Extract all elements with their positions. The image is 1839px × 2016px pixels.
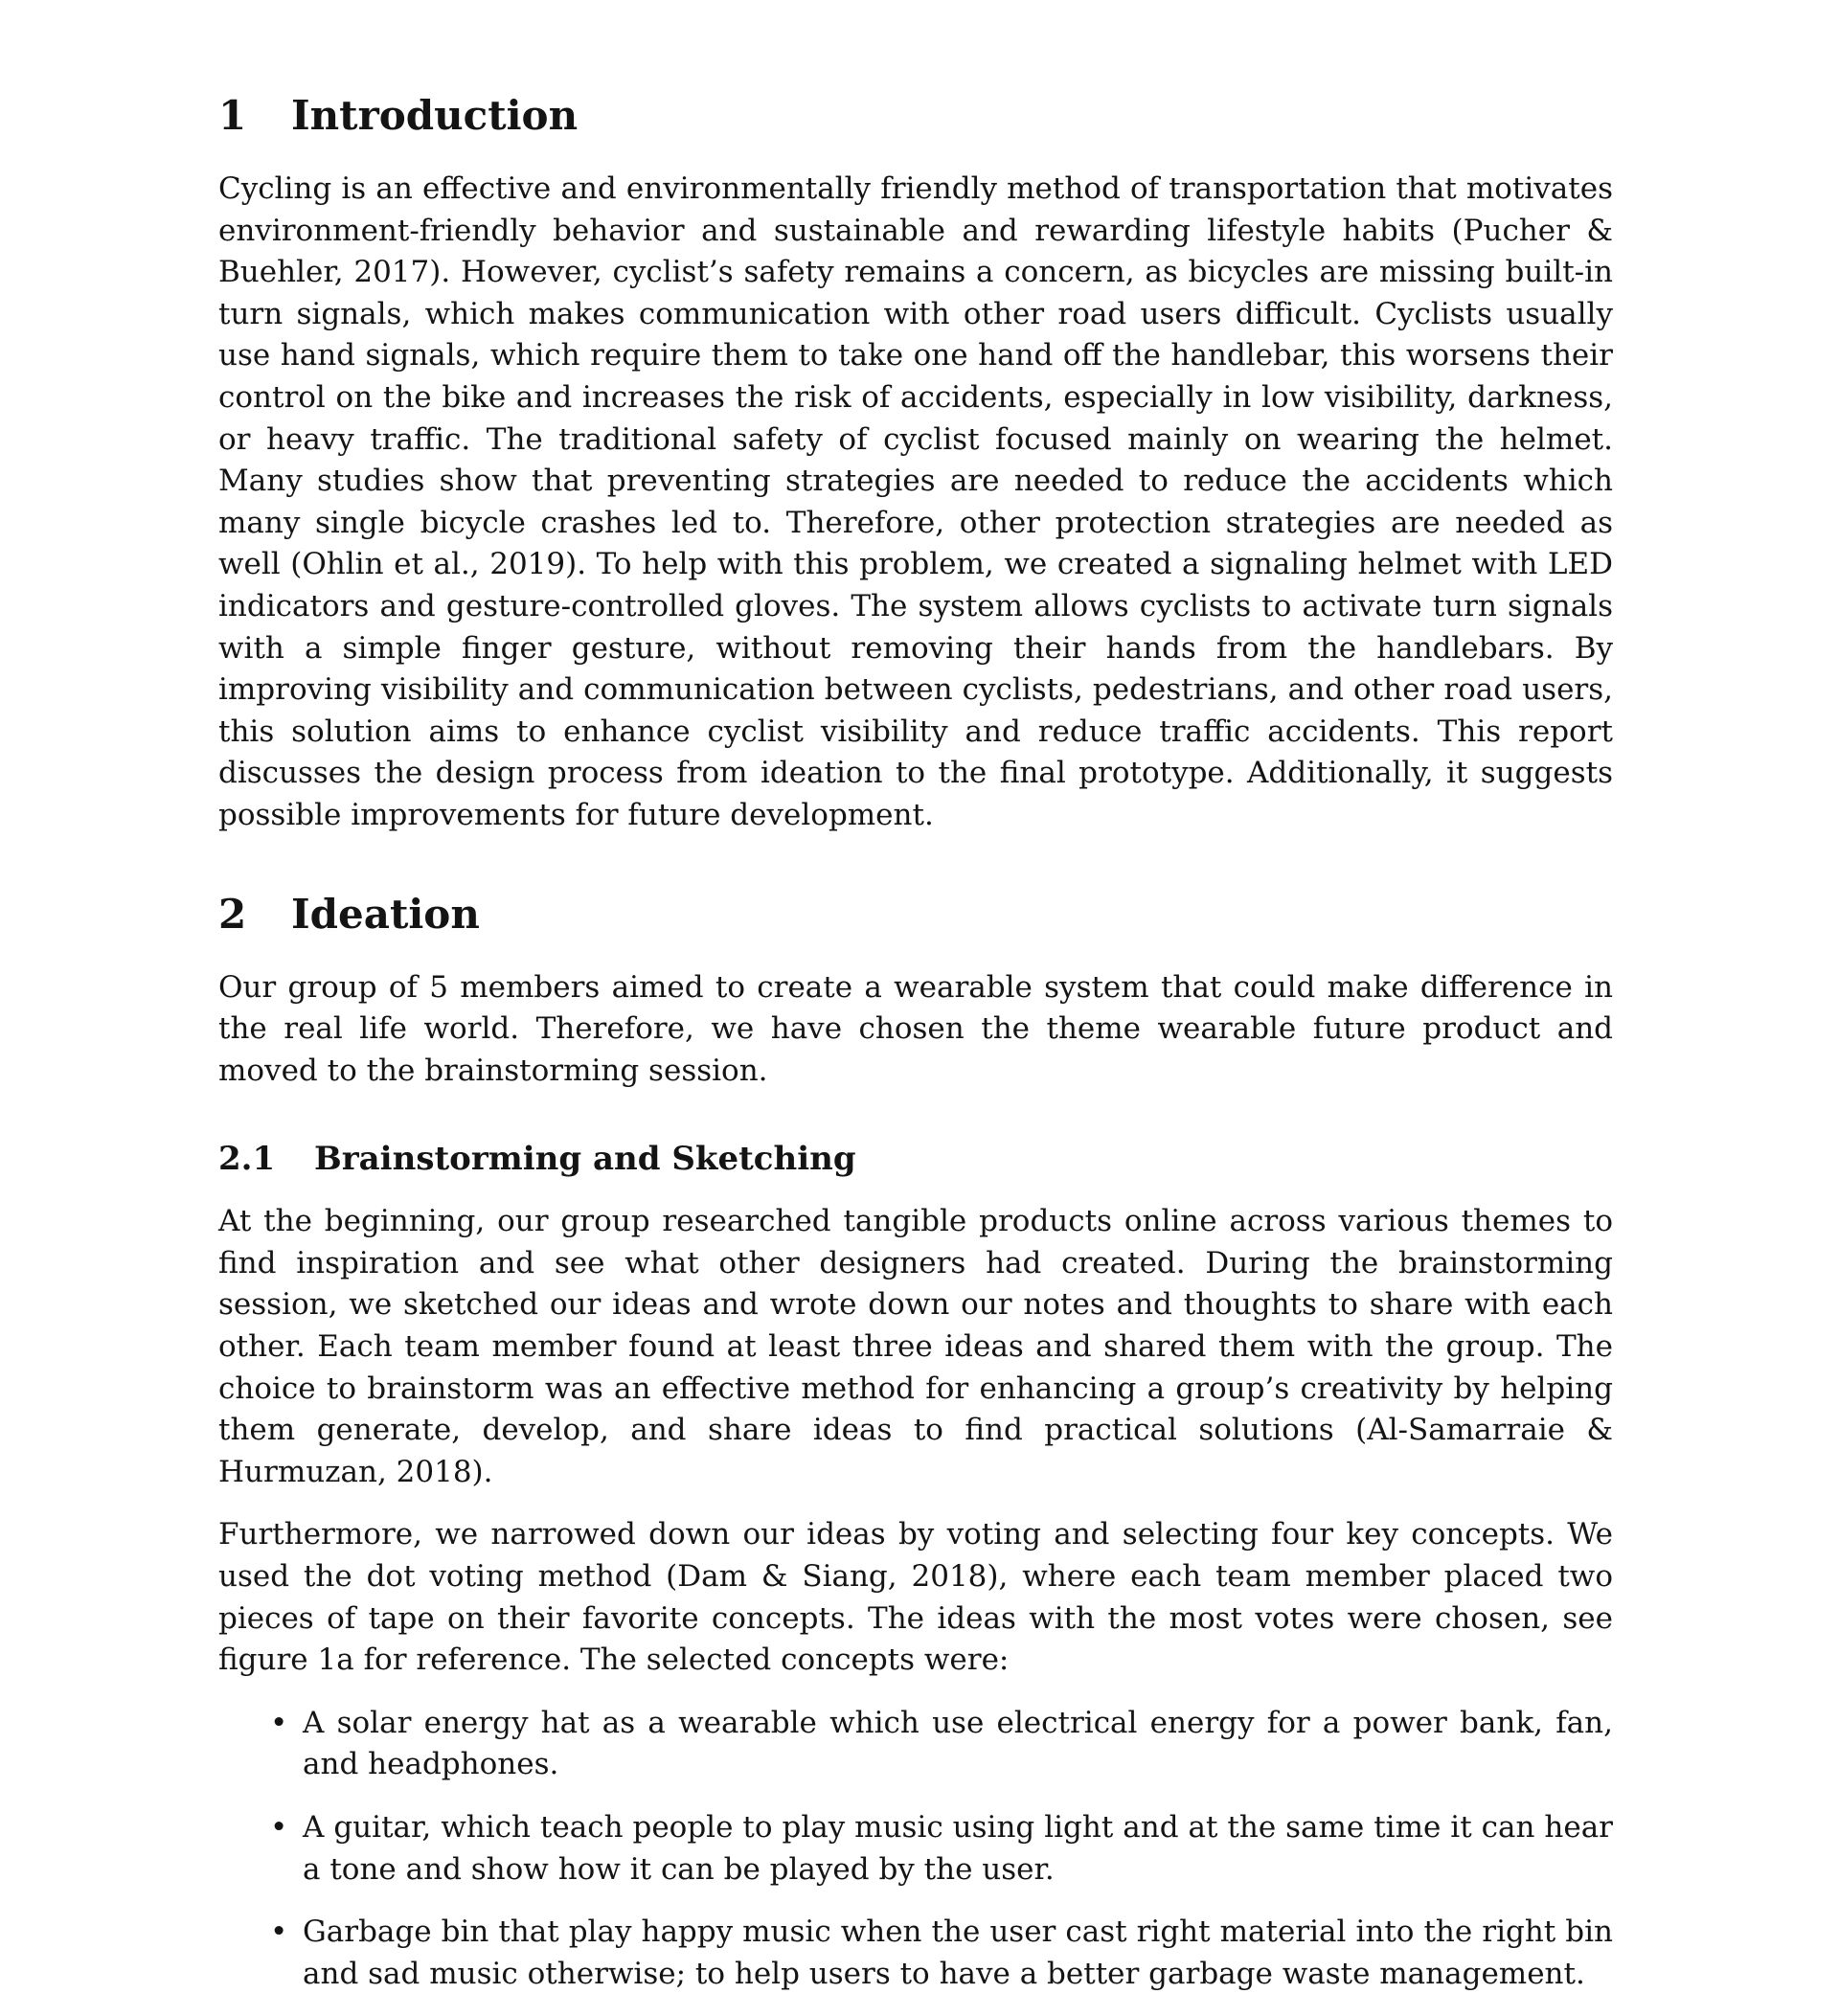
bullet-icon: • [270,1705,288,1740]
section-number: 2 [218,890,247,938]
concept-list [218,1703,1613,1996]
brainstorming-paragraph-1: At the beginning, our group researched tangible products online across various themes to find inspiration and see what other designers had created. During the brainstorming session, we sketched our ideas and wrote down our notes and thoughts to share with each other. Each team member found at least three ideas and shared them with the group. The choice to brainstorm was an effective method for enhancing a group’s creativity by helping them generate, develop, and share ideas to find practical solutions (Al-Samarraie & Hurmuzan, 2018). [218,1204,1613,1489]
section-heading-introduction [218,88,1613,144]
list-item-text: Garbage bin that play happy music when the user cast right material into the right bin and sad music otherwise; to help users to have a better garbage waste management. [303,1914,1613,1991]
subsection-heading-brainstorming [218,1136,1613,1182]
list-item-text: A guitar, which teach people to play music using light and at the same time it can hear a tone and show how it can be played by the user. [303,1810,1613,1887]
list-item [218,1703,1613,1786]
ideation-paragraph: Our group of 5 members aimed to create a wearable system that could make difference in the real life world. Therefore, we have chosen the theme wearable future product and moved to the brainstorming session. [218,969,1613,1088]
brainstorming-paragraph-2: Furthermore, we narrowed down our ideas by voting and selecting four key concepts. We used the dot voting method (Dam & Siang, 2018), where each team member placed two pieces of tape on their favorite concepts. The ideas with the most votes were chosen, see figure 1a for reference. The selected concepts were: [218,1517,1613,1678]
bullet-icon: • [270,1914,288,1950]
introduction-paragraph: Cycling is an effective and environmentally friendly method of transportation that motivates environment-friendly behavior and sustainable and rewarding lifestyle habits (Pucher & Buehler, 2017). However, cyclist’s safety remains a concern, as bicycles are missing built-in turn signals, which makes communication with other road users difficult. Cyclists usually use hand signals, which require them to take one hand off the handlebar, this worsens their control on the bike and increases the risk of accidents, especially in low visibility, darkness, or heavy traffic. The traditional safety of cyclist focused mainly on wearing the helmet. Many studies show that preventing strategies are needed to reduce the accidents which many single bicycle crashes led to. Therefore, other protection strategies are needed as well (Ohlin et al., 2019). To help with this problem, we created a signaling helmet with LED indicators and gesture-controlled gloves. The system allows cyclists to activate turn signals with a simple finger gesture, without removing their hands from the handlebars. By improving visibility and communication between cyclists, pedestrians, and other road users, this solution aims to enhance cyclist visibility and reduce traffic accidents. This report discusses the design process from ideation to the final prototype. Additionally, it suggests possible improvements for future development. [218,171,1613,832]
subsection-number: 2.1 [218,1140,276,1179]
page-content [218,88,1613,2016]
subsection-title: Brainstorming and Sketching [314,1140,856,1179]
section-title: Ideation [291,890,480,938]
list-item [218,1912,1613,1995]
section-title: Introduction [291,92,579,139]
section-heading-ideation [218,887,1613,942]
list-item [218,1807,1613,1891]
section-number: 1 [218,92,247,139]
bullet-icon: • [270,1810,288,1845]
list-item-text: A solar energy hat as a wearable which use electrical energy for a power bank, fan, and headphones. [303,1705,1613,1782]
